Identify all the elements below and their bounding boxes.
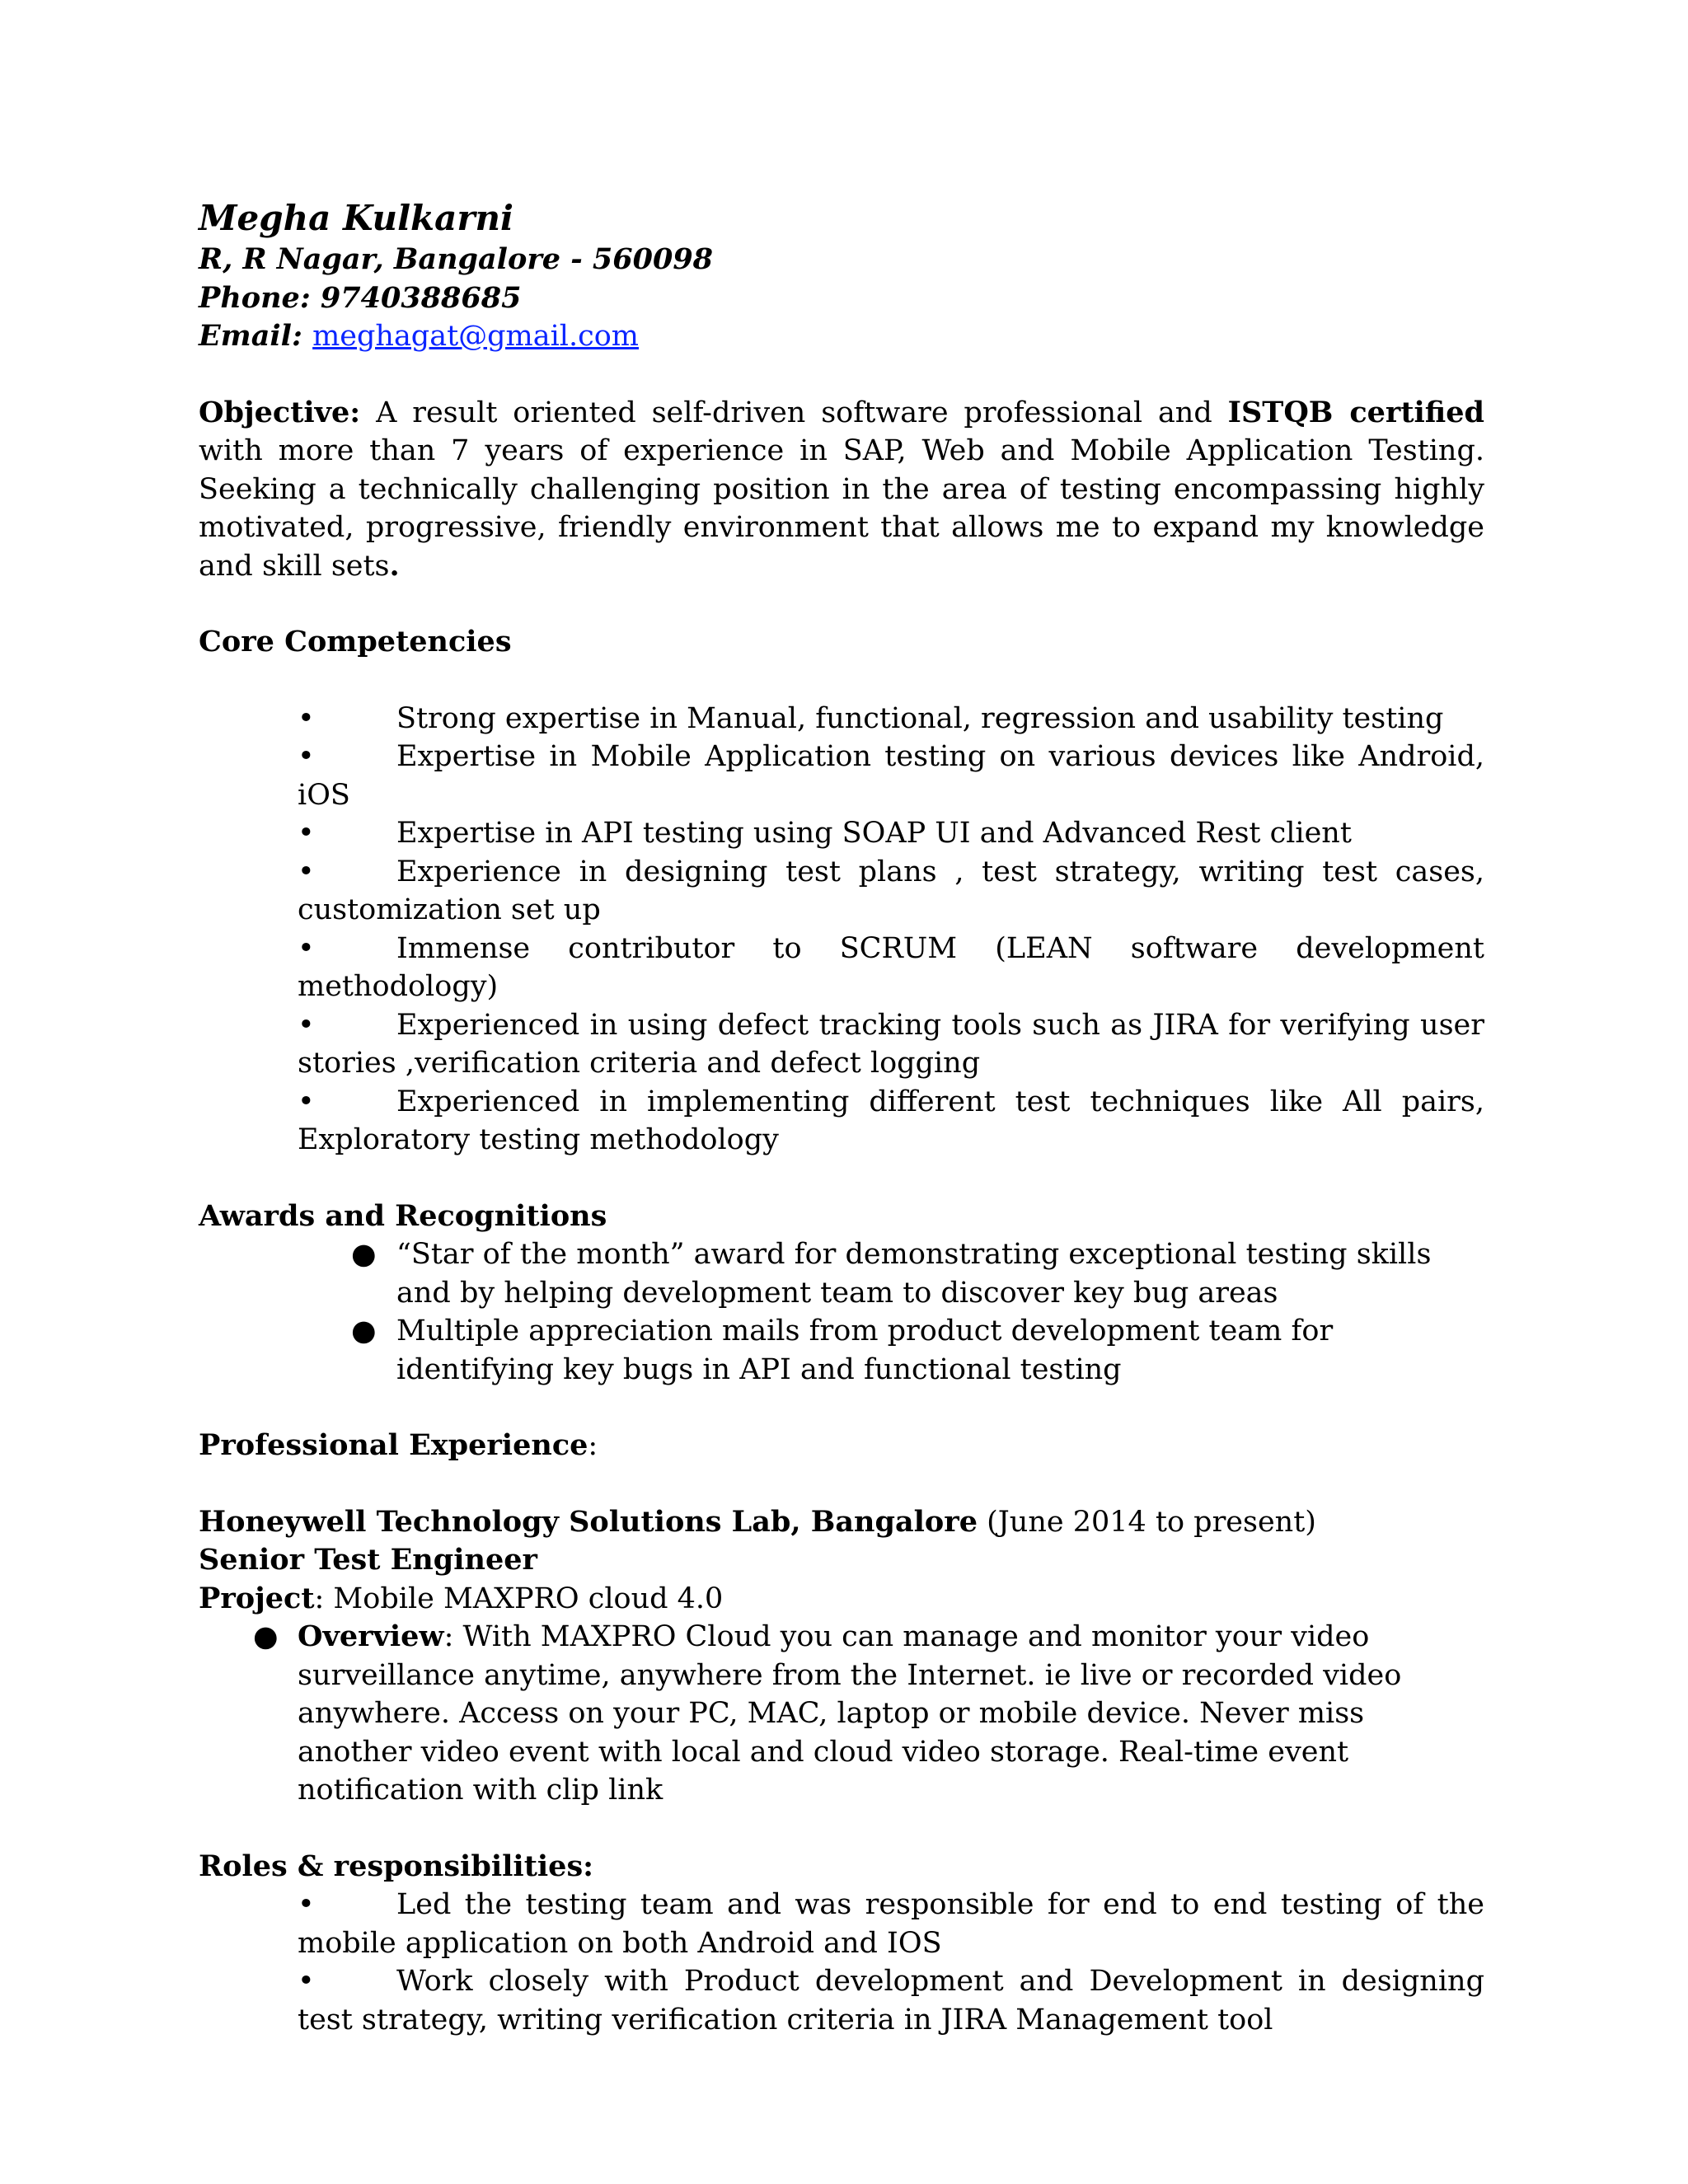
company-line [199, 1503, 1484, 1542]
contact-header [199, 196, 1484, 356]
bullet: ● [253, 1620, 279, 1653]
list-item [298, 700, 1484, 738]
list-item-text: Strong expertise in Manual, functional, regression and usability testing [396, 701, 1444, 735]
experience-title [199, 1427, 1484, 1465]
bullet: • [298, 701, 315, 735]
awards-title: Awards and Recognitions [199, 1198, 607, 1233]
bullet: • [298, 1085, 315, 1118]
roles-list [199, 1886, 1484, 2039]
project-value: : Mobile MAXPRO cloud 4.0 [314, 1582, 724, 1615]
experience-title-text: Professional Experience [199, 1428, 588, 1462]
list-item [298, 1962, 1484, 2039]
experience-title-suffix: : [588, 1429, 598, 1462]
list-item [298, 853, 1484, 930]
candidate-name: Megha Kulkarni [199, 198, 513, 238]
email-label: Email: [199, 319, 302, 353]
objective-paragraph [199, 394, 1484, 586]
list-item [199, 1235, 1484, 1312]
awards-list [199, 1235, 1484, 1389]
objective-text-a: A result oriented self-driven software professional and [360, 396, 1228, 429]
bullet: • [298, 1965, 315, 1998]
email-line [199, 317, 1484, 356]
list-item [199, 1312, 1484, 1389]
list-item [298, 814, 1484, 853]
roles-title: Roles & responsibilities: [199, 1849, 594, 1883]
job-role: Senior Test Engineer [199, 1543, 537, 1577]
objective-highlight: ISTQB certified [1227, 395, 1484, 429]
overview-label: Overview [298, 1619, 444, 1653]
list-item [298, 1083, 1484, 1160]
bullet: • [298, 817, 315, 850]
list-item-text: Led the testing team and was responsible for end to end testing of the mobile application on both Android and IOS [298, 1888, 1484, 1960]
project-label: Project [199, 1581, 315, 1615]
list-item [199, 1618, 1484, 1810]
objective-label: Objective: [199, 395, 361, 429]
list-item [298, 930, 1484, 1006]
list-item-text: Expertise in API testing using SOAP UI and Advanced Rest client [396, 817, 1352, 850]
bullet: • [298, 855, 315, 888]
list-item [298, 1886, 1484, 1962]
bullet: • [298, 931, 315, 965]
project-overview-list [199, 1618, 1484, 1810]
project-line [199, 1580, 1484, 1619]
core-competencies-list [199, 700, 1484, 1160]
objective-text-b: with more than 7 years of experience in SAP, Web and Mobile Application Testing. Seeking a technically challenging position in the area of testing encompassing highly motivated, progressive, friendly environment that allows me to expand my knowledge and skill sets [199, 434, 1484, 583]
bullet: • [298, 1008, 315, 1042]
list-item-text: Experienced in implementing different test techniques like All pairs, Exploratory testing methodology [298, 1085, 1484, 1156]
list-item-text: Experience in designing test plans , test strategy, writing test cases, customization set up [298, 855, 1484, 926]
list-item-text: Multiple appreciation mails from product development team for identifying key bugs in API and functional testing [396, 1315, 1334, 1386]
list-item [298, 738, 1484, 814]
list-item [298, 1006, 1484, 1083]
list-item-text: Immense contributor to SCRUM (LEAN software development methodology) [298, 931, 1484, 1003]
bullet: • [298, 740, 315, 773]
overview-text: : With MAXPRO Cloud you can manage and monitor your video surveillance anytime, anywhere from the Internet. ie live or recorded video anywhere. Access on your PC, MAC, laptop or mobile device. Never miss another video event with local and cloud video storage. Real-time event notification with clip link [298, 1620, 1402, 1807]
core-competencies-title: Core Competencies [199, 625, 512, 658]
bullet: ● [351, 1238, 377, 1271]
address: R, R Nagar, Bangalore - 560098 [199, 242, 714, 276]
resume-page [199, 196, 1484, 2039]
list-item-text: “Star of the month” award for demonstrating exceptional testing skills and by helping development team to discover key bug areas [396, 1238, 1432, 1310]
phone: Phone: 9740388685 [199, 280, 522, 315]
email-link[interactable]: meghagat@gmail.com [312, 320, 639, 353]
company-name: Honeywell Technology Solutions Lab, Bangalore [199, 1504, 978, 1539]
bullet: ● [351, 1315, 377, 1347]
bullet: • [298, 1888, 315, 1921]
list-item-text: Expertise in Mobile Application testing on various devices like Android, iOS [298, 740, 1484, 812]
employment-period: (June 2014 to present) [977, 1505, 1316, 1539]
objective-end: . [389, 548, 400, 583]
list-item-text: Experienced in using defect tracking tools such as JIRA for verifying user stories ,verification criteria and defect logging [298, 1008, 1484, 1080]
list-item-text: Work closely with Product development and Development in designing test strategy, writing verification criteria in JIRA Management tool [298, 1965, 1484, 2036]
